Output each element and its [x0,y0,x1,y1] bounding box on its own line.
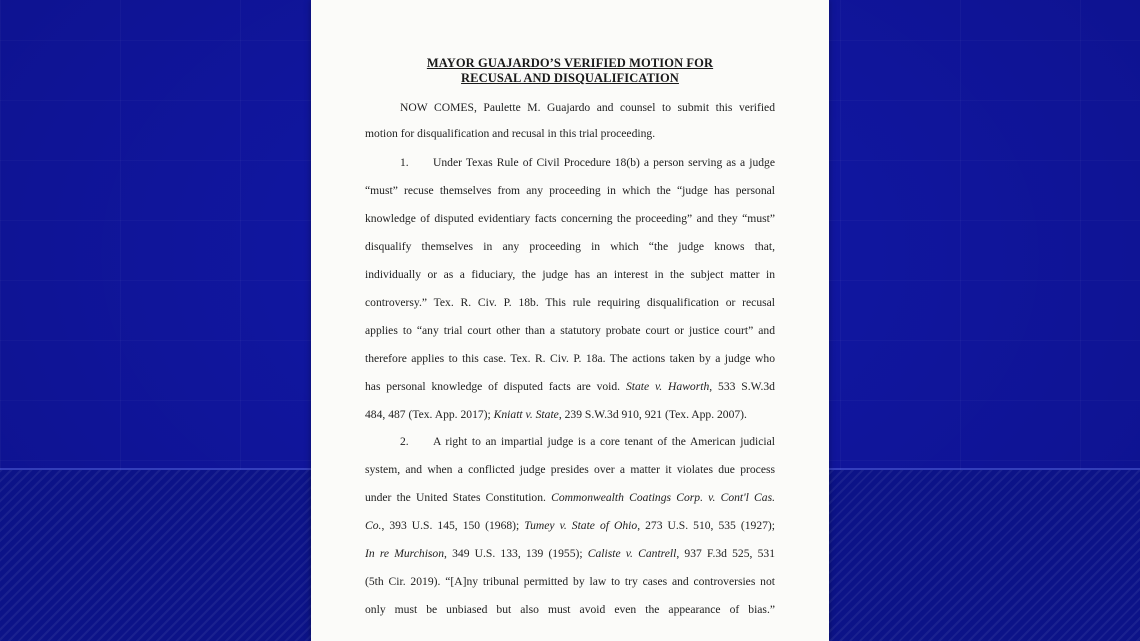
paragraph-2-first-line [400,434,775,450]
body-text: 484, 487 (Tex. App. 2017); [365,408,491,421]
body-line: system, and when a conflicted judge presides over a matter it violates due process [365,463,775,476]
body-text: has personal knowledge of disputed facts are void. [365,380,621,393]
body-line: NOW COMES, Paulette M. Guajardo and counsel to submit this verified [400,101,775,114]
case-citation: Commonwealth Coatings Corp. v. Cont'l Cas. [551,491,775,504]
body-line: motion for disqualification and recusal in this trial proceeding. [365,127,656,140]
body-line: controversy.” Tex. R. Civ. P. 18b. This rule requiring disqualification or recusal [365,296,775,309]
body-text: , 393 U.S. 145, 150 (1968); [381,519,520,532]
body-line [365,518,775,534]
body-line: therefore applies to this case. Tex. R. Civ. P. 18a. The actions taken by a judge who [365,352,775,365]
body-line [365,407,775,423]
paragraph-number: 1. [400,156,409,169]
title-line-2: RECUSAL AND DISQUALIFICATION [461,71,679,85]
body-line: applies to “any trial court other than a statutory probate court or justice court” and [365,324,775,337]
body-text: A right to an impartial judge is a core tenant of the American judicial [433,435,775,448]
case-citation: In re Murchison [365,547,445,560]
body-text: Under Texas Rule of Civil Procedure 18(b) a person serving as a judge [433,156,775,169]
body-line: individually or as a fiduciary, the judge has an interest in the subject matter in [365,268,775,281]
case-citation: Tumey v. State of Ohio [524,519,638,532]
case-citation: Co. [365,519,382,532]
body-line [365,490,775,506]
case-citation: Kniatt v. State [493,408,559,421]
body-text: , 349 U.S. 133, 139 (1955); [444,547,583,560]
body-text: , 273 U.S. 510, 535 (1927); [637,519,776,532]
body-line: only must be unbiased but also must avoid even the appearance of bias.” [365,603,775,616]
body-text: , 937 F.3d 525, 531 [676,547,775,560]
body-line: “must” recuse themselves from any proceeding in which the “judge has personal [365,184,775,197]
body-text: , 533 S.W.3d [709,380,775,393]
document-page [311,0,829,641]
paragraph-number: 2. [400,435,409,448]
document-title [311,56,829,86]
body-line: disqualify themselves in any proceeding in which “the judge knows that, [365,240,775,253]
body-line [365,546,775,562]
case-citation: Caliste v. Cantrell [587,547,677,560]
paragraph-1-first-line [400,155,775,171]
title-line-1: MAYOR GUAJARDO’S VERIFIED MOTION FOR [426,56,714,70]
body-line: (5th Cir. 2019). “[A]ny tribunal permitted by law to try cases and controversies not [365,575,775,588]
body-line: knowledge of disputed evidentiary facts concerning the proceeding” and they “must” [365,212,775,225]
case-citation: State v. Haworth [625,380,710,393]
body-text: , 239 S.W.3d 910, 921 (Tex. App. 2007). [558,408,747,421]
body-line [365,379,775,395]
body-text: under the United States Constitution. [365,491,546,504]
